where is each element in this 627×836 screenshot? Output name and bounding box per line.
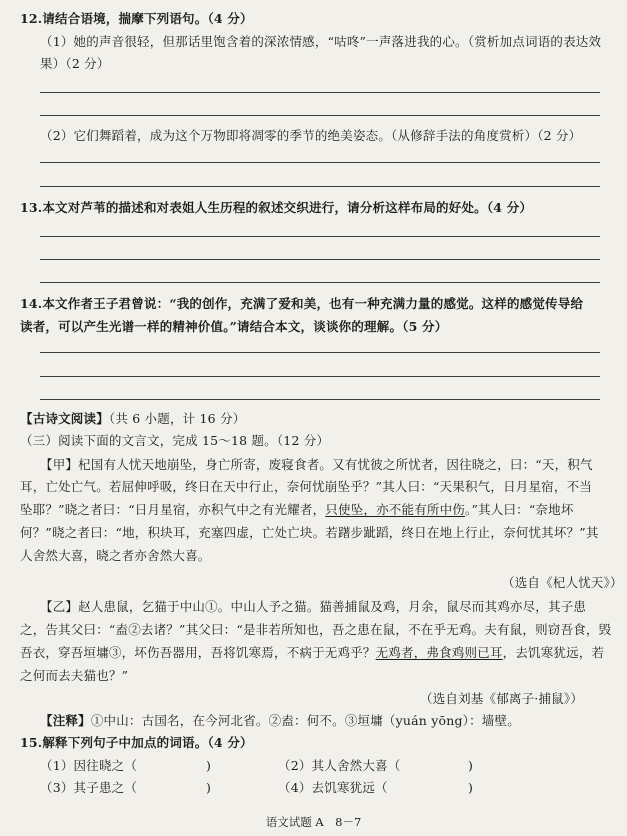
jia-line-5: 人舍然大喜，晓之者亦舍然大喜。 <box>20 548 211 563</box>
answer-line[interactable] <box>40 282 600 283</box>
q12-s2: （2）它们舞蹈着，成为这个万物即将凋零的季节的绝美姿态。（从修辞手法的角度赏析）（2 分） <box>40 128 582 143</box>
answer-line[interactable] <box>40 399 600 400</box>
answer-line[interactable] <box>40 162 600 163</box>
q15-item-1: （1）因往晓之（ <box>40 758 138 773</box>
q15-item-2: （2）其人舍然大喜（ <box>278 758 401 773</box>
q15-item-3: （3）其子患之（ <box>40 780 138 795</box>
jia-line-3: 坠耶？”晓之者曰：“日月星宿，亦积气中之有光耀者，只使坠，亦不能有所中伤。”其人曰：“奈地坏 <box>20 502 574 517</box>
notes: 【注释】①中山：古国名，在今河北省。②盍：何不。③垣墉（yuán yōng）：墙壁。 <box>40 713 520 728</box>
q15-item-1-close: ) <box>206 758 212 773</box>
q14-line2: 读者，可以产生光谱一样的精神价值。”请结合本文，谈谈你的理解。（5 分） <box>20 319 448 334</box>
section-header: 【古诗文阅读】（共 6 小题，计 16 分） <box>20 411 246 426</box>
page-footer: 语文试题 A 8－7 <box>265 815 362 829</box>
underlined-sentence: 只使坠，亦不能有所中伤 <box>325 502 465 517</box>
answer-line[interactable] <box>40 259 600 260</box>
yi-line-1: 【乙】赵人患鼠，乞猫于中山①。中山人予之猫。猫善捕鼠及鸡，月余，鼠尽而其鸡亦尽，其子患 <box>40 599 587 614</box>
jia-line-1: 【甲】杞国有人忧天地崩坠，身亡所寄，废寝食者。又有忧彼之所忧者，因往晓之，曰：“天，积气 <box>40 457 593 472</box>
q12-title: 12.请结合语境，揣摩下列语句。（4 分） <box>20 11 253 26</box>
answer-line[interactable] <box>40 186 600 187</box>
jia-line-2: 耳，亡处亡气。若屈伸呼吸，终日在天中行止，奈何忧崩坠乎？”其人曰：“天果积气，日月星宿，不当 <box>20 479 592 494</box>
q14-line1: 14.本文作者王子君曾说：“我的创作，充满了爱和美，也有一种充满力量的感觉。这样的感觉传导给 <box>20 296 584 311</box>
q15-item-4: （4）去饥寒犹远（ <box>278 780 388 795</box>
yi-source: （选自刘基《郁离子·捕鼠》） <box>420 691 584 706</box>
section-subheader: （三）阅读下面的文言文，完成 15～18 题。（12 分） <box>20 433 330 448</box>
q12-s1-line2: 果）（2 分） <box>40 56 110 71</box>
q15-item-2-close: ) <box>468 758 474 773</box>
q12-s1-line1: （1）她的声音很轻，但那话里饱含着的深浓情感，“咕咚”一声落进我的心。（赏析加点词语的表达效 <box>40 34 602 49</box>
answer-line[interactable] <box>40 352 600 353</box>
jia-line-4: 何？”晓之者曰：“地，积块耳，充塞四虚，亡处亡块。若躇步跐蹈，终日在地上行止，奈何忧其坏？”其 <box>20 525 599 540</box>
q12-dotted-word: “咕咚” <box>327 34 367 49</box>
underlined-sentence: 无鸡者，弗食鸡则已耳 <box>375 645 503 660</box>
answer-line[interactable] <box>40 376 600 377</box>
yi-line-3: 吾衣，穿吾垣墉③，坏伤吾器用，吾将饥寒焉，不病于无鸡乎？无鸡者，弗食鸡则已耳，去饥寒犹远，若 <box>20 645 605 660</box>
yi-line-2: 之，告其父曰：“盍②去诸？”其父曰：“是非若所知也，吾之患在鼠，不在乎无鸡。夫有鼠，则窃吾食，毁 <box>20 622 612 637</box>
q15-item-3-close: ) <box>206 780 212 795</box>
jia-source: （选自《杞人忧天》） <box>502 575 623 590</box>
answer-line[interactable] <box>40 236 600 237</box>
q13-title: 13.本文对芦苇的描述和对表姐人生历程的叙述交织进行，请分析这样布局的好处。（4 分） <box>20 200 533 215</box>
yi-line-4: 之何而去夫猫也？” <box>20 668 129 683</box>
q15-title: 15.解释下列句子中加点的词语。（4 分） <box>20 735 253 750</box>
answer-line[interactable] <box>40 115 600 116</box>
q15-item-4-close: ) <box>468 780 474 795</box>
answer-line[interactable] <box>40 92 600 93</box>
